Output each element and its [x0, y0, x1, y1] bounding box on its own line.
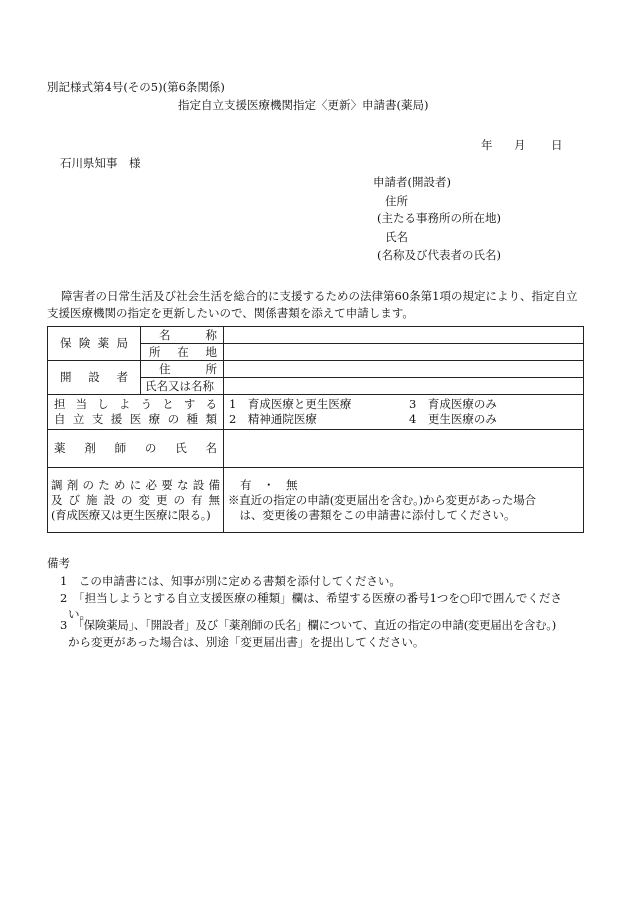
medical-type-option-2[interactable]: 2 精神通院医療: [229, 412, 317, 426]
pharmacy-name-field[interactable]: [224, 327, 584, 344]
application-table: [47, 326, 584, 533]
medical-type-label-cell: [48, 395, 224, 430]
equipment-label-1: 調剤のために必要な設備: [51, 477, 220, 492]
founder-address-label-cell: [141, 361, 224, 378]
remark-item-1: 1 この申請書には、知事が別に定める書類を添付してください。: [60, 574, 401, 588]
pharmacist-name-field[interactable]: [224, 430, 584, 468]
remark-item-3: 3 「保険薬局」、「開設者」及び「薬剤師の氏名」欄について、直近の指定の申請(変更届出を含む。): [60, 618, 556, 632]
pharmacy-name-label-cell: [141, 327, 224, 344]
medical-type-row-1: [229, 397, 578, 412]
medical-type-label-2: 自立支援医療の種類: [54, 412, 217, 426]
intro-line-1: 障害者の日常生活及び社会生活を総合的に支援するための法律第60条第1項の規定により、指定自立: [61, 289, 578, 303]
remark-item-2: 2 「担当しようとする自立支援医療の種類」欄は、希望する医療の番号1つを○印で囲んでくださ: [60, 591, 562, 605]
medical-type-options: [224, 395, 584, 430]
applicant-label: 申請者(開設者): [373, 175, 451, 189]
founder-name-field[interactable]: [224, 378, 584, 395]
applicant-name-label: 氏名: [385, 230, 408, 244]
medical-type-row-2: [229, 412, 578, 427]
pharmacy-location-label-cell: [141, 344, 224, 361]
medical-type-option-4[interactable]: 4 更生医療のみ: [409, 412, 497, 426]
pharmacist-label-cell: [48, 430, 224, 468]
date-year: 年: [481, 138, 493, 152]
founder-label: 開設者: [60, 370, 128, 384]
founder-name-label-cell: [141, 378, 224, 395]
equipment-label-2: 及び施設の変更の有無: [51, 492, 220, 507]
remark-item-3-cont: から変更があった場合は、別途「変更届出書」を提出してください。: [68, 635, 425, 649]
addressee: 石川県知事 様: [60, 156, 141, 170]
equipment-note-2: は、変更後の書類をこの申請書に添付してください。: [228, 507, 516, 522]
medical-type-label-1: 担当しようとする: [54, 397, 217, 411]
remarks-title: 備考: [47, 556, 70, 570]
equipment-note-1: ※直近の指定の申請(変更届出を含む。)から変更があった場合: [228, 492, 536, 507]
pharmacy-label-cell: [48, 327, 141, 361]
medical-type-option-1[interactable]: 1 育成医療と更生医療: [229, 397, 352, 411]
pharmacy-location-field[interactable]: [224, 344, 584, 361]
equipment-label-cell: [48, 468, 224, 533]
applicant-address-label: 住所: [385, 194, 408, 208]
date-month: 月: [514, 138, 526, 152]
equipment-label-3: (育成医療又は更生医療に限る。): [51, 507, 211, 522]
founder-label-cell: [48, 361, 141, 395]
pharmacy-name-label: 名称: [159, 327, 217, 342]
pharmacist-label: 薬剤師の氏名: [54, 441, 217, 455]
date-day: 日: [551, 138, 563, 152]
pharmacy-label: 保険薬局: [60, 336, 128, 350]
applicant-name-note: (名称及び代表者の氏名): [377, 248, 501, 262]
equipment-choice[interactable]: 有 ・ 無: [240, 477, 298, 492]
founder-address-label: 住所: [159, 361, 217, 376]
intro-line-2: 支援医療機関の指定を更新したいので、関係書類を添えて申請します。: [47, 306, 414, 320]
applicant-address-note: (主たる事務所の所在地): [377, 211, 501, 225]
equipment-value-cell: [224, 468, 584, 533]
pharmacy-location-label: 所在地: [149, 344, 217, 359]
document-title: 指定自立支援医療機関指定〈更新〉申請書(薬局): [178, 98, 429, 112]
remark-item-2-cont: い。: [68, 607, 91, 621]
founder-address-field[interactable]: [224, 361, 584, 378]
medical-type-option-3[interactable]: 3 育成医療のみ: [409, 397, 497, 411]
founder-name-label: 氏名又は名称: [145, 378, 214, 393]
form-reference: 別記様式第4号(その5)(第6条関係): [47, 80, 225, 94]
